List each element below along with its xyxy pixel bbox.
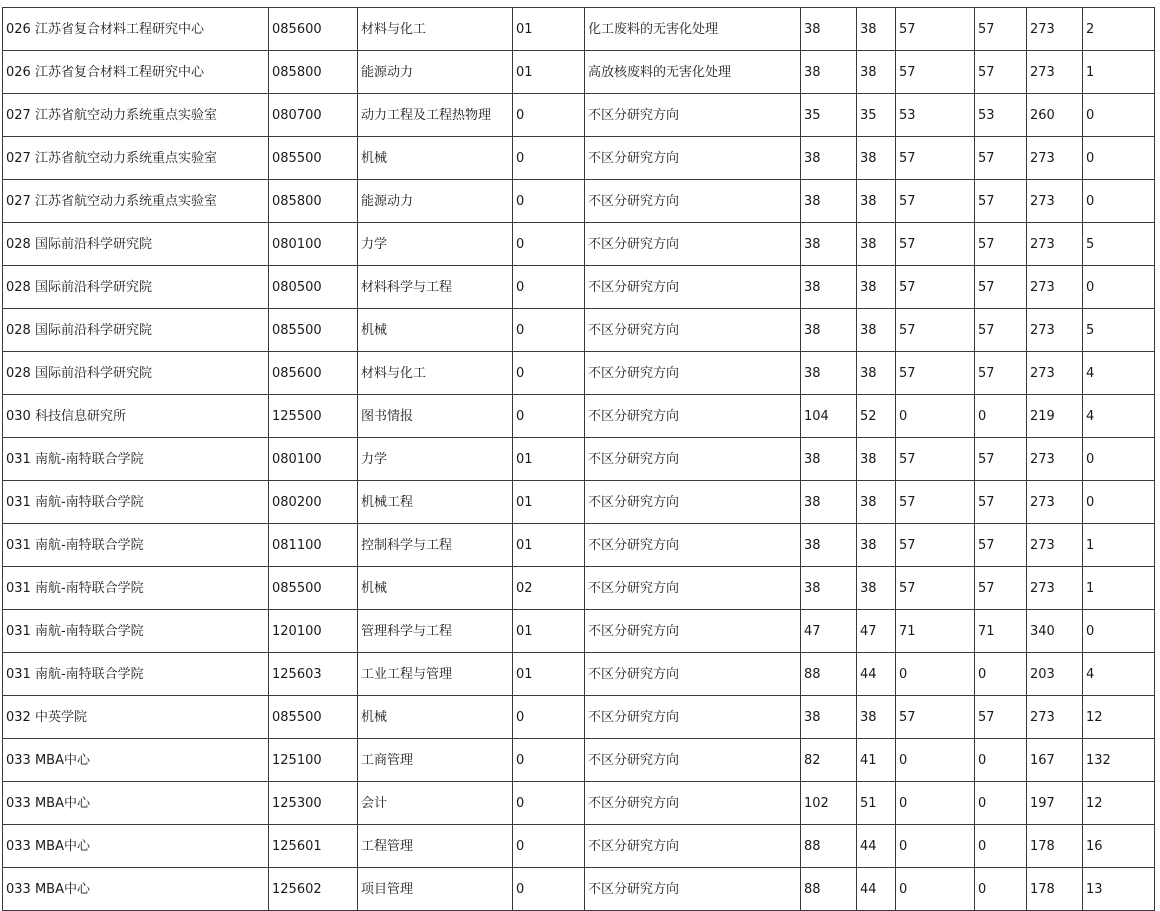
direction-code-cell: 0 bbox=[513, 94, 585, 137]
total-score-cell: 260 bbox=[1027, 94, 1083, 137]
major-name-cell: 控制科学与工程 bbox=[358, 524, 513, 567]
major-code-cell: 085800 bbox=[269, 180, 358, 223]
subject2-score-cell: 57 bbox=[975, 223, 1027, 266]
total-score-cell: 203 bbox=[1027, 653, 1083, 696]
major-name-cell: 力学 bbox=[358, 438, 513, 481]
subject1-score-cell: 57 bbox=[896, 352, 975, 395]
politics-score-cell: 38 bbox=[801, 8, 857, 51]
major-code-cell: 125300 bbox=[269, 782, 358, 825]
politics-score-cell: 88 bbox=[801, 653, 857, 696]
total-score-cell: 219 bbox=[1027, 395, 1083, 438]
direction-name-cell: 不区分研究方向 bbox=[585, 94, 801, 137]
score-line-table bbox=[2, 7, 1155, 911]
total-score-cell: 273 bbox=[1027, 8, 1083, 51]
subject2-score-cell: 0 bbox=[975, 739, 1027, 782]
table-row bbox=[3, 51, 1155, 94]
subject1-score-cell: 0 bbox=[896, 653, 975, 696]
direction-name-cell: 不区分研究方向 bbox=[585, 653, 801, 696]
count-cell: 5 bbox=[1083, 223, 1155, 266]
major-name-cell: 力学 bbox=[358, 223, 513, 266]
count-cell: 1 bbox=[1083, 51, 1155, 94]
politics-score-cell: 38 bbox=[801, 137, 857, 180]
politics-score-cell: 104 bbox=[801, 395, 857, 438]
major-name-cell: 机械 bbox=[358, 137, 513, 180]
major-code-cell: 125100 bbox=[269, 739, 358, 782]
table-row bbox=[3, 696, 1155, 739]
table-row bbox=[3, 653, 1155, 696]
foreign-language-score-cell: 38 bbox=[857, 567, 896, 610]
total-score-cell: 273 bbox=[1027, 137, 1083, 180]
total-score-cell: 273 bbox=[1027, 567, 1083, 610]
table-row bbox=[3, 782, 1155, 825]
table-row bbox=[3, 567, 1155, 610]
subject1-score-cell: 53 bbox=[896, 94, 975, 137]
major-name-cell: 动力工程及工程热物理 bbox=[358, 94, 513, 137]
major-code-cell: 125603 bbox=[269, 653, 358, 696]
foreign-language-score-cell: 44 bbox=[857, 868, 896, 911]
table-row bbox=[3, 180, 1155, 223]
direction-code-cell: 0 bbox=[513, 696, 585, 739]
major-code-cell: 085600 bbox=[269, 352, 358, 395]
foreign-language-score-cell: 38 bbox=[857, 8, 896, 51]
foreign-language-score-cell: 38 bbox=[857, 309, 896, 352]
major-code-cell: 085500 bbox=[269, 309, 358, 352]
subject1-score-cell: 57 bbox=[896, 223, 975, 266]
foreign-language-score-cell: 38 bbox=[857, 438, 896, 481]
major-code-cell: 125602 bbox=[269, 868, 358, 911]
direction-code-cell: 0 bbox=[513, 825, 585, 868]
foreign-language-score-cell: 38 bbox=[857, 481, 896, 524]
unit-cell: 033 MBA中心 bbox=[3, 739, 269, 782]
politics-score-cell: 38 bbox=[801, 696, 857, 739]
major-name-cell: 能源动力 bbox=[358, 51, 513, 94]
direction-name-cell: 不区分研究方向 bbox=[585, 438, 801, 481]
subject2-score-cell: 57 bbox=[975, 180, 1027, 223]
major-code-cell: 080200 bbox=[269, 481, 358, 524]
major-name-cell: 机械 bbox=[358, 696, 513, 739]
direction-code-cell: 0 bbox=[513, 223, 585, 266]
subject1-score-cell: 71 bbox=[896, 610, 975, 653]
subject2-score-cell: 57 bbox=[975, 524, 1027, 567]
major-code-cell: 081100 bbox=[269, 524, 358, 567]
total-score-cell: 273 bbox=[1027, 51, 1083, 94]
count-cell: 0 bbox=[1083, 438, 1155, 481]
total-score-cell: 340 bbox=[1027, 610, 1083, 653]
foreign-language-score-cell: 38 bbox=[857, 51, 896, 94]
direction-name-cell: 不区分研究方向 bbox=[585, 825, 801, 868]
major-name-cell: 工商管理 bbox=[358, 739, 513, 782]
total-score-cell: 178 bbox=[1027, 868, 1083, 911]
total-score-cell: 178 bbox=[1027, 825, 1083, 868]
subject1-score-cell: 0 bbox=[896, 739, 975, 782]
table-row bbox=[3, 266, 1155, 309]
table-row bbox=[3, 739, 1155, 782]
unit-cell: 031 南航-南特联合学院 bbox=[3, 610, 269, 653]
table-body bbox=[3, 8, 1155, 911]
major-code-cell: 085800 bbox=[269, 51, 358, 94]
subject2-score-cell: 57 bbox=[975, 438, 1027, 481]
unit-cell: 031 南航-南特联合学院 bbox=[3, 438, 269, 481]
politics-score-cell: 38 bbox=[801, 524, 857, 567]
subject2-score-cell: 57 bbox=[975, 481, 1027, 524]
major-name-cell: 会计 bbox=[358, 782, 513, 825]
subject1-score-cell: 0 bbox=[896, 868, 975, 911]
direction-name-cell: 不区分研究方向 bbox=[585, 524, 801, 567]
subject2-score-cell: 53 bbox=[975, 94, 1027, 137]
direction-code-cell: 01 bbox=[513, 51, 585, 94]
foreign-language-score-cell: 44 bbox=[857, 653, 896, 696]
direction-name-cell: 不区分研究方向 bbox=[585, 266, 801, 309]
direction-code-cell: 01 bbox=[513, 481, 585, 524]
subject1-score-cell: 57 bbox=[896, 438, 975, 481]
direction-name-cell: 不区分研究方向 bbox=[585, 567, 801, 610]
foreign-language-score-cell: 47 bbox=[857, 610, 896, 653]
table-row bbox=[3, 438, 1155, 481]
direction-code-cell: 0 bbox=[513, 782, 585, 825]
major-name-cell: 机械 bbox=[358, 567, 513, 610]
subject1-score-cell: 57 bbox=[896, 266, 975, 309]
total-score-cell: 273 bbox=[1027, 696, 1083, 739]
direction-name-cell: 不区分研究方向 bbox=[585, 309, 801, 352]
direction-code-cell: 0 bbox=[513, 868, 585, 911]
table-row bbox=[3, 8, 1155, 51]
direction-code-cell: 01 bbox=[513, 438, 585, 481]
table-row bbox=[3, 352, 1155, 395]
table-row bbox=[3, 223, 1155, 266]
unit-cell: 031 南航-南特联合学院 bbox=[3, 653, 269, 696]
total-score-cell: 167 bbox=[1027, 739, 1083, 782]
unit-cell: 032 中英学院 bbox=[3, 696, 269, 739]
count-cell: 12 bbox=[1083, 782, 1155, 825]
direction-name-cell: 不区分研究方向 bbox=[585, 395, 801, 438]
unit-cell: 033 MBA中心 bbox=[3, 868, 269, 911]
unit-cell: 030 科技信息研究所 bbox=[3, 395, 269, 438]
foreign-language-score-cell: 38 bbox=[857, 352, 896, 395]
unit-cell: 028 国际前沿科学研究院 bbox=[3, 266, 269, 309]
foreign-language-score-cell: 41 bbox=[857, 739, 896, 782]
count-cell: 1 bbox=[1083, 567, 1155, 610]
politics-score-cell: 38 bbox=[801, 223, 857, 266]
subject2-score-cell: 0 bbox=[975, 868, 1027, 911]
unit-cell: 033 MBA中心 bbox=[3, 782, 269, 825]
major-code-cell: 125500 bbox=[269, 395, 358, 438]
subject2-score-cell: 0 bbox=[975, 782, 1027, 825]
foreign-language-score-cell: 51 bbox=[857, 782, 896, 825]
direction-name-cell: 不区分研究方向 bbox=[585, 696, 801, 739]
major-name-cell: 机械 bbox=[358, 309, 513, 352]
major-name-cell: 能源动力 bbox=[358, 180, 513, 223]
foreign-language-score-cell: 38 bbox=[857, 223, 896, 266]
major-code-cell: 080700 bbox=[269, 94, 358, 137]
count-cell: 0 bbox=[1083, 610, 1155, 653]
unit-cell: 028 国际前沿科学研究院 bbox=[3, 309, 269, 352]
major-name-cell: 项目管理 bbox=[358, 868, 513, 911]
foreign-language-score-cell: 38 bbox=[857, 137, 896, 180]
major-name-cell: 材料与化工 bbox=[358, 8, 513, 51]
count-cell: 0 bbox=[1083, 137, 1155, 180]
subject2-score-cell: 57 bbox=[975, 352, 1027, 395]
total-score-cell: 273 bbox=[1027, 438, 1083, 481]
table-row bbox=[3, 524, 1155, 567]
direction-name-cell: 高放核废料的无害化处理 bbox=[585, 51, 801, 94]
subject2-score-cell: 57 bbox=[975, 51, 1027, 94]
direction-name-cell: 不区分研究方向 bbox=[585, 180, 801, 223]
major-name-cell: 工程管理 bbox=[358, 825, 513, 868]
direction-name-cell: 不区分研究方向 bbox=[585, 868, 801, 911]
subject1-score-cell: 57 bbox=[896, 567, 975, 610]
total-score-cell: 273 bbox=[1027, 266, 1083, 309]
direction-code-cell: 0 bbox=[513, 309, 585, 352]
direction-code-cell: 0 bbox=[513, 395, 585, 438]
foreign-language-score-cell: 38 bbox=[857, 524, 896, 567]
direction-code-cell: 01 bbox=[513, 610, 585, 653]
major-name-cell: 机械工程 bbox=[358, 481, 513, 524]
count-cell: 12 bbox=[1083, 696, 1155, 739]
direction-name-cell: 不区分研究方向 bbox=[585, 739, 801, 782]
politics-score-cell: 38 bbox=[801, 180, 857, 223]
count-cell: 0 bbox=[1083, 481, 1155, 524]
count-cell: 0 bbox=[1083, 180, 1155, 223]
count-cell: 5 bbox=[1083, 309, 1155, 352]
subject2-score-cell: 0 bbox=[975, 825, 1027, 868]
major-code-cell: 085500 bbox=[269, 137, 358, 180]
politics-score-cell: 88 bbox=[801, 825, 857, 868]
subject2-score-cell: 57 bbox=[975, 309, 1027, 352]
subject1-score-cell: 57 bbox=[896, 51, 975, 94]
politics-score-cell: 88 bbox=[801, 868, 857, 911]
total-score-cell: 273 bbox=[1027, 223, 1083, 266]
unit-cell: 031 南航-南特联合学院 bbox=[3, 567, 269, 610]
subject1-score-cell: 57 bbox=[896, 309, 975, 352]
direction-code-cell: 01 bbox=[513, 524, 585, 567]
politics-score-cell: 38 bbox=[801, 309, 857, 352]
foreign-language-score-cell: 38 bbox=[857, 266, 896, 309]
direction-code-cell: 02 bbox=[513, 567, 585, 610]
unit-cell: 031 南航-南特联合学院 bbox=[3, 524, 269, 567]
foreign-language-score-cell: 52 bbox=[857, 395, 896, 438]
unit-cell: 027 江苏省航空动力系统重点实验室 bbox=[3, 94, 269, 137]
major-code-cell: 125601 bbox=[269, 825, 358, 868]
table-row bbox=[3, 94, 1155, 137]
total-score-cell: 273 bbox=[1027, 309, 1083, 352]
subject2-score-cell: 57 bbox=[975, 137, 1027, 180]
politics-score-cell: 82 bbox=[801, 739, 857, 782]
direction-code-cell: 0 bbox=[513, 352, 585, 395]
total-score-cell: 273 bbox=[1027, 481, 1083, 524]
major-code-cell: 080500 bbox=[269, 266, 358, 309]
major-code-cell: 080100 bbox=[269, 438, 358, 481]
unit-cell: 033 MBA中心 bbox=[3, 825, 269, 868]
subject1-score-cell: 57 bbox=[896, 481, 975, 524]
politics-score-cell: 102 bbox=[801, 782, 857, 825]
count-cell: 13 bbox=[1083, 868, 1155, 911]
subject2-score-cell: 57 bbox=[975, 266, 1027, 309]
major-name-cell: 材料科学与工程 bbox=[358, 266, 513, 309]
unit-cell: 026 江苏省复合材料工程研究中心 bbox=[3, 8, 269, 51]
unit-cell: 028 国际前沿科学研究院 bbox=[3, 352, 269, 395]
table-row bbox=[3, 868, 1155, 911]
subject2-score-cell: 57 bbox=[975, 8, 1027, 51]
count-cell: 4 bbox=[1083, 352, 1155, 395]
total-score-cell: 273 bbox=[1027, 180, 1083, 223]
major-name-cell: 管理科学与工程 bbox=[358, 610, 513, 653]
total-score-cell: 273 bbox=[1027, 352, 1083, 395]
unit-cell: 031 南航-南特联合学院 bbox=[3, 481, 269, 524]
count-cell: 1 bbox=[1083, 524, 1155, 567]
foreign-language-score-cell: 35 bbox=[857, 94, 896, 137]
major-code-cell: 080100 bbox=[269, 223, 358, 266]
subject2-score-cell: 0 bbox=[975, 395, 1027, 438]
subject1-score-cell: 57 bbox=[896, 137, 975, 180]
subject1-score-cell: 57 bbox=[896, 696, 975, 739]
politics-score-cell: 47 bbox=[801, 610, 857, 653]
major-code-cell: 085500 bbox=[269, 696, 358, 739]
count-cell: 0 bbox=[1083, 266, 1155, 309]
unit-cell: 027 江苏省航空动力系统重点实验室 bbox=[3, 180, 269, 223]
direction-name-cell: 不区分研究方向 bbox=[585, 782, 801, 825]
total-score-cell: 273 bbox=[1027, 524, 1083, 567]
major-code-cell: 085500 bbox=[269, 567, 358, 610]
unit-cell: 028 国际前沿科学研究院 bbox=[3, 223, 269, 266]
table-row bbox=[3, 309, 1155, 352]
subject2-score-cell: 57 bbox=[975, 567, 1027, 610]
subject1-score-cell: 0 bbox=[896, 395, 975, 438]
politics-score-cell: 38 bbox=[801, 51, 857, 94]
table-row bbox=[3, 395, 1155, 438]
politics-score-cell: 38 bbox=[801, 438, 857, 481]
direction-code-cell: 01 bbox=[513, 653, 585, 696]
subject1-score-cell: 0 bbox=[896, 825, 975, 868]
count-cell: 0 bbox=[1083, 94, 1155, 137]
count-cell: 4 bbox=[1083, 395, 1155, 438]
direction-name-cell: 不区分研究方向 bbox=[585, 481, 801, 524]
total-score-cell: 197 bbox=[1027, 782, 1083, 825]
direction-name-cell: 不区分研究方向 bbox=[585, 223, 801, 266]
subject1-score-cell: 57 bbox=[896, 180, 975, 223]
count-cell: 2 bbox=[1083, 8, 1155, 51]
major-name-cell: 工业工程与管理 bbox=[358, 653, 513, 696]
direction-name-cell: 不区分研究方向 bbox=[585, 137, 801, 180]
direction-code-cell: 0 bbox=[513, 137, 585, 180]
count-cell: 16 bbox=[1083, 825, 1155, 868]
subject2-score-cell: 71 bbox=[975, 610, 1027, 653]
table-row bbox=[3, 481, 1155, 524]
major-code-cell: 120100 bbox=[269, 610, 358, 653]
direction-code-cell: 01 bbox=[513, 8, 585, 51]
foreign-language-score-cell: 38 bbox=[857, 696, 896, 739]
politics-score-cell: 38 bbox=[801, 352, 857, 395]
direction-code-cell: 0 bbox=[513, 266, 585, 309]
politics-score-cell: 38 bbox=[801, 481, 857, 524]
direction-name-cell: 不区分研究方向 bbox=[585, 352, 801, 395]
direction-name-cell: 不区分研究方向 bbox=[585, 610, 801, 653]
table-row bbox=[3, 610, 1155, 653]
count-cell: 132 bbox=[1083, 739, 1155, 782]
foreign-language-score-cell: 38 bbox=[857, 180, 896, 223]
politics-score-cell: 38 bbox=[801, 567, 857, 610]
direction-code-cell: 0 bbox=[513, 739, 585, 782]
foreign-language-score-cell: 44 bbox=[857, 825, 896, 868]
politics-score-cell: 35 bbox=[801, 94, 857, 137]
subject1-score-cell: 0 bbox=[896, 782, 975, 825]
major-name-cell: 图书情报 bbox=[358, 395, 513, 438]
unit-cell: 027 江苏省航空动力系统重点实验室 bbox=[3, 137, 269, 180]
unit-cell: 026 江苏省复合材料工程研究中心 bbox=[3, 51, 269, 94]
count-cell: 4 bbox=[1083, 653, 1155, 696]
subject2-score-cell: 57 bbox=[975, 696, 1027, 739]
direction-name-cell: 化工废料的无害化处理 bbox=[585, 8, 801, 51]
table-row bbox=[3, 137, 1155, 180]
major-name-cell: 材料与化工 bbox=[358, 352, 513, 395]
direction-code-cell: 0 bbox=[513, 180, 585, 223]
politics-score-cell: 38 bbox=[801, 266, 857, 309]
subject2-score-cell: 0 bbox=[975, 653, 1027, 696]
subject1-score-cell: 57 bbox=[896, 524, 975, 567]
table-row bbox=[3, 825, 1155, 868]
subject1-score-cell: 57 bbox=[896, 8, 975, 51]
major-code-cell: 085600 bbox=[269, 8, 358, 51]
